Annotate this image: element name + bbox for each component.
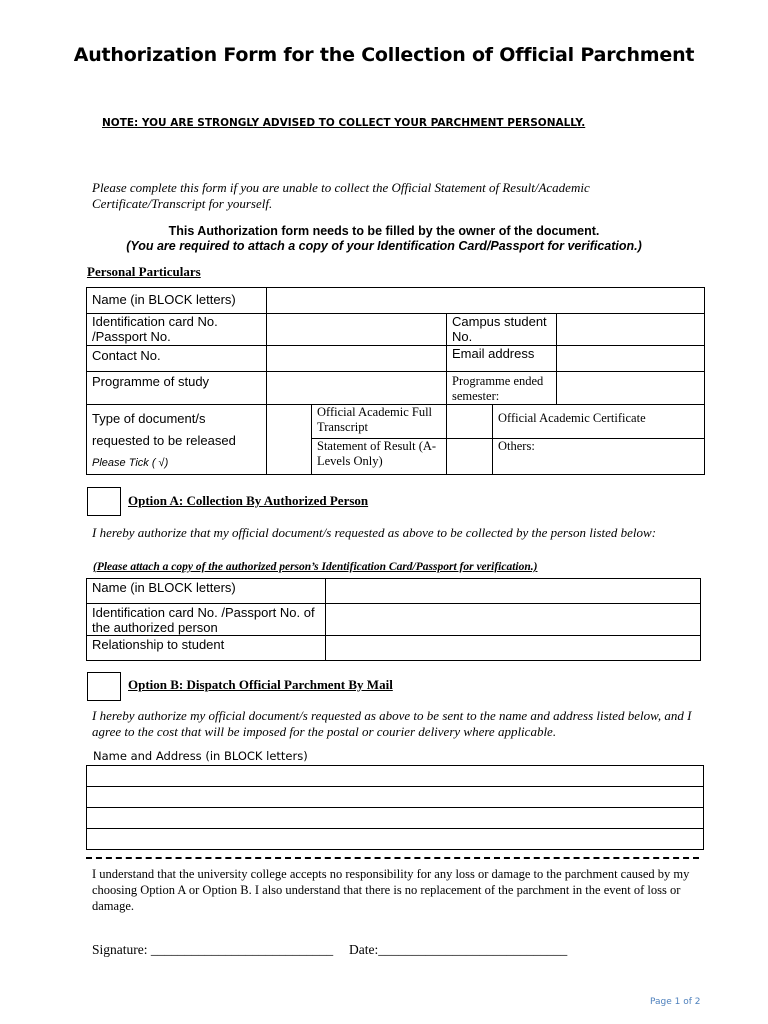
option-a-text: I hereby authorize that my official document/s requested as above to be collected by the person listed below:	[92, 525, 657, 540]
doc-type-label-1: Type of document/s	[92, 411, 206, 426]
programme-ended-label: Programme ended semester:	[447, 372, 557, 405]
doc-certificate-label: Official Academic Certificate	[493, 405, 705, 439]
doc-transcript-tick[interactable]	[447, 405, 493, 439]
relationship-field[interactable]	[326, 636, 701, 661]
programme-label: Programme of study	[87, 372, 267, 405]
form-title: Authorization Form for the Collection of Official Parchment	[73, 44, 695, 66]
campus-student-label: Campus student No.	[447, 314, 557, 346]
campus-student-field[interactable]	[557, 314, 705, 346]
doc-spacer	[267, 405, 312, 475]
authorized-name-field[interactable]	[326, 579, 701, 604]
option-b-heading: Option B: Dispatch Official Parchment By Mail	[128, 677, 393, 692]
doc-result-label: Statement of Result (A-Levels Only)	[312, 439, 447, 475]
email-label: Email address	[447, 346, 557, 372]
option-b-text: I hereby authorize my official document/s requested as above to be sent to the name and address listed below, and I agree to the cost that will be imposed for the postal or courier delivery where applicable.	[92, 708, 692, 739]
doc-transcript-label: Official Academic Full Transcript	[312, 405, 447, 439]
signature-line[interactable]: Signature: ___________________________	[92, 942, 334, 957]
address-line-4[interactable]	[87, 829, 704, 850]
doc-result-tick[interactable]	[447, 439, 493, 475]
option-a-checkbox[interactable]	[87, 487, 121, 516]
id-field[interactable]	[267, 314, 447, 346]
dashed-divider	[86, 857, 699, 859]
option-a-attach-note: (Please attach a copy of the authorized person’s Identification Card/Passport for verification.)	[93, 561, 538, 573]
contact-label: Contact No.	[87, 346, 267, 372]
doc-type-label-2: requested to be released	[92, 433, 236, 448]
page-number: Page 1 of 2	[650, 997, 701, 1007]
attach-id-notice: (You are required to attach a copy of your Identification Card/Passport for verification.)	[126, 239, 642, 253]
tick-note: Please Tick ( √)	[92, 457, 169, 469]
personal-particulars-heading: Personal Particulars	[87, 264, 201, 279]
collect-personally-note: NOTE: YOU ARE STRONGLY ADVISED TO COLLECT YOUR PARCHMENT PERSONALLY.	[102, 117, 586, 129]
address-table	[86, 765, 704, 850]
name-label: Name (in BLOCK letters)	[87, 288, 267, 314]
relationship-label: Relationship to student	[87, 636, 326, 661]
doc-others-label: Others:	[493, 439, 705, 475]
address-label: Name and Address (in BLOCK letters)	[93, 749, 308, 763]
authorized-id-label: Identification card No. /Passport No. of the authorized person	[87, 604, 326, 636]
option-b-checkbox[interactable]	[87, 672, 121, 701]
programme-ended-field[interactable]	[557, 372, 705, 405]
address-line-3[interactable]	[87, 808, 704, 829]
authorized-name-label: Name (in BLOCK letters)	[87, 579, 326, 604]
date-line[interactable]: Date:____________________________	[349, 942, 568, 957]
option-a-heading: Option A: Collection By Authorized Person	[128, 493, 369, 508]
declaration-text: I understand that the university college accepts no responsibility for any loss or damage to the parchment caused by my choosing Option A or Option B. I also understand that there is no replacement of the parchment in the event of loss or damage.	[92, 867, 690, 913]
email-field[interactable]	[557, 346, 705, 372]
authorized-person-table	[86, 578, 701, 661]
owner-notice: This Authorization form needs to be filled by the owner of the document.	[168, 224, 600, 238]
intro-text: Please complete this form if you are unable to collect the Official Statement of Result/Academic Certificate/Transcript for yourself.	[92, 180, 590, 211]
name-field[interactable]	[267, 288, 705, 314]
contact-field[interactable]	[267, 346, 447, 372]
address-line-1[interactable]	[87, 766, 704, 787]
personal-particulars-table	[86, 287, 705, 475]
address-line-2[interactable]	[87, 787, 704, 808]
doc-type-cell	[87, 405, 267, 475]
authorized-id-field[interactable]	[326, 604, 701, 636]
programme-field[interactable]	[267, 372, 447, 405]
id-label: Identification card No. /Passport No.	[87, 314, 267, 346]
